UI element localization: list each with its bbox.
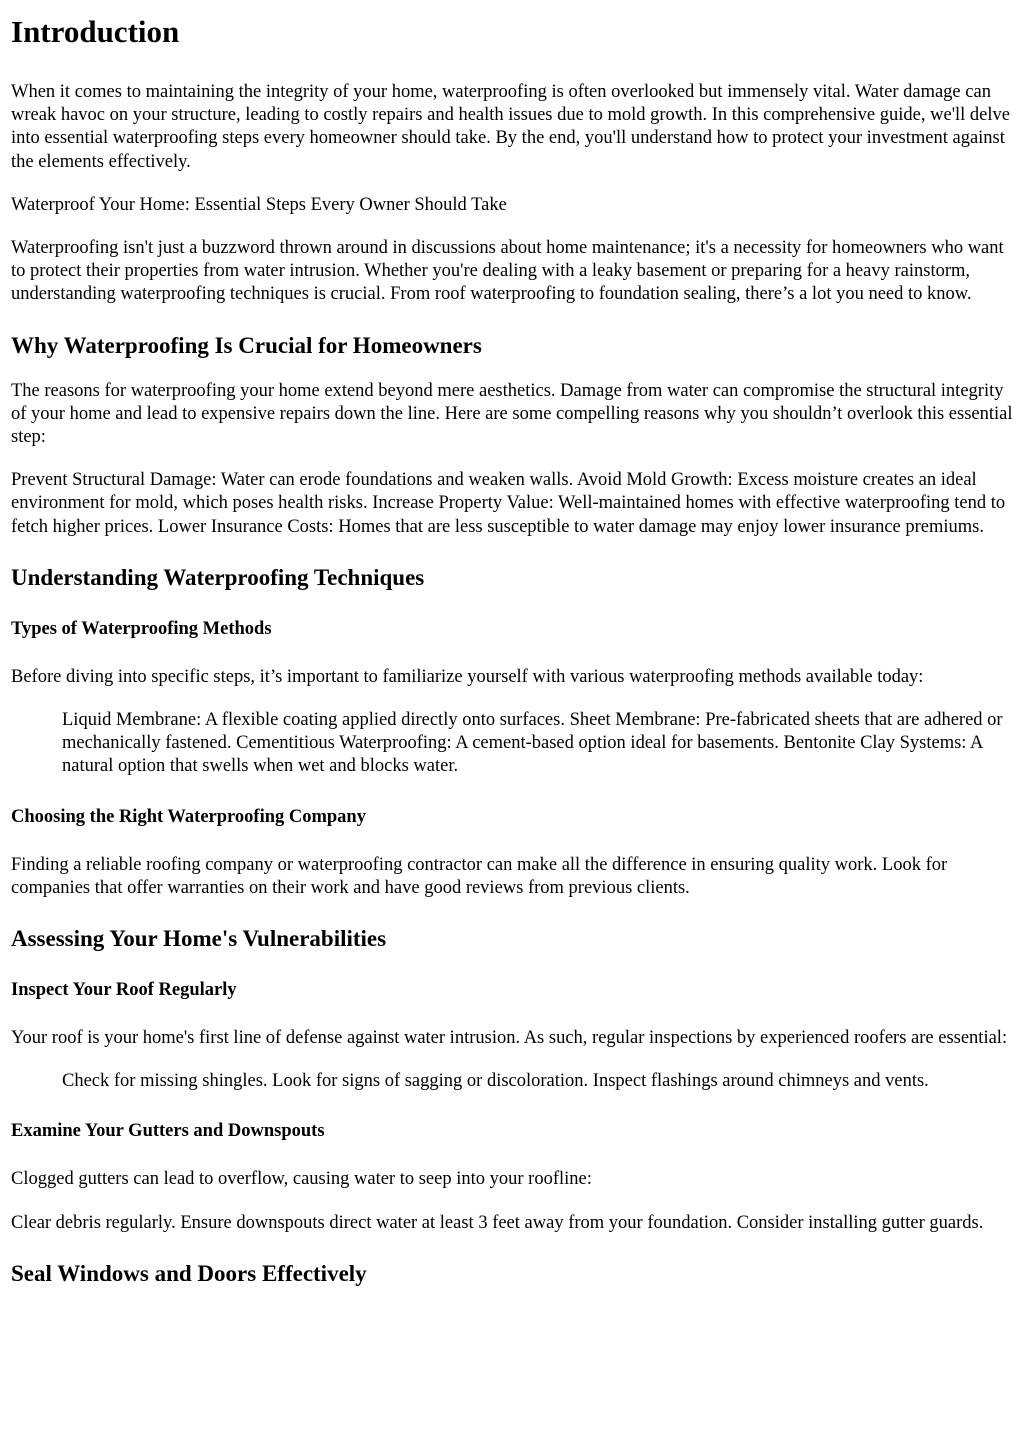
roof-paragraph: Your roof is your home's first line of defense against water intrusion. As such, regular inspections by experienced roofers are essential:: [11, 1028, 1008, 1049]
methods-quote: Liquid Membrane: A flexible coating applied directly onto surfaces. Sheet Membrane: Pre-fabricated sheets that are adhered or mechanically fastened. Cementitious Waterproofing: A cement-based option ideal for basements. Bentonite Clay Systems: A natural option that swells when wet and blocks water.: [62, 710, 1003, 777]
company-paragraph: Finding a reliable roofing company or waterproofing contractor can make all the difference in ensuring quality work. Look for companies that offer warranties on their work and have good reviews from previous clients.: [11, 854, 948, 898]
windows-heading: Seal Windows and Doors Effectively: [11, 1260, 367, 1286]
subtitle-line: Waterproof Your Home: Essential Steps Every Owner Should Take: [11, 194, 507, 215]
roof-quote: Check for missing shingles. Look for signs of sagging or discoloration. Inspect flashings around chimneys and vents.: [62, 1071, 929, 1092]
gutters-tips: Clear debris regularly. Ensure downspouts direct water at least 3 feet away from your foundation. Consider installing gutter guards.: [11, 1212, 984, 1233]
gutters-heading: Examine Your Gutters and Downspouts: [11, 1121, 325, 1142]
vulnerabilities-heading: Assessing Your Home's Vulnerabilities: [11, 926, 387, 952]
why-paragraph: The reasons for waterproofing your home extend beyond mere aesthetics. Damage from water can compromise the structural integrity of your home and lead to expensive repairs down the line. Here are some compelling reasons why you shouldn’t overlook this essential step:: [11, 380, 1013, 448]
company-heading: Choosing the Right Waterproofing Company: [11, 806, 366, 827]
gutters-paragraph: Clogged gutters can lead to overflow, causing water to seep into your roofline:: [11, 1169, 592, 1190]
types-heading: Types of Waterproofing Methods: [11, 618, 272, 639]
why-heading: Why Waterproofing Is Crucial for Homeowners: [11, 332, 482, 358]
techniques-heading: Understanding Waterproofing Techniques: [11, 564, 425, 590]
overview-paragraph: Waterproofing isn't just a buzzword thrown around in discussions about home maintenance; it's a necessity for homeowners who want to protect their properties from water intrusion. Whether you're dealing with a leaky basement or preparing for a heavy rainstorm, understanding waterproofing techniques is crucial. From roof waterproofing to foundation sealing, there’s a lot you need to know.: [11, 238, 1004, 305]
intro-heading: Introduction: [11, 14, 180, 49]
reasons-paragraph: Prevent Structural Damage: Water can erode foundations and weaken walls. Avoid Mold Growth: Excess moisture creates an ideal environment for mold, which poses health risks. Increase Property Value: Well-maintained homes with effective waterproofing tend to fetch higher prices. Lower Insurance Costs: Homes that are less susceptible to water damage may enjoy lower insurance premiums.: [11, 470, 1006, 537]
types-paragraph: Before diving into specific steps, it’s important to familiarize yourself with various waterproofing methods available today:: [11, 666, 924, 687]
roof-heading: Inspect Your Roof Regularly: [11, 980, 237, 1001]
intro-paragraph: When it comes to maintaining the integrity of your home, waterproofing is often overlooked but immensely vital. Water damage can wreak havoc on your structure, leading to costly repairs and health issues due to mold growth. In this comprehensive guide, we'll delve into essential waterproofing steps every homeowner should take. By the end, you'll understand how to protect your investment against the elements effectively.: [11, 82, 1010, 172]
